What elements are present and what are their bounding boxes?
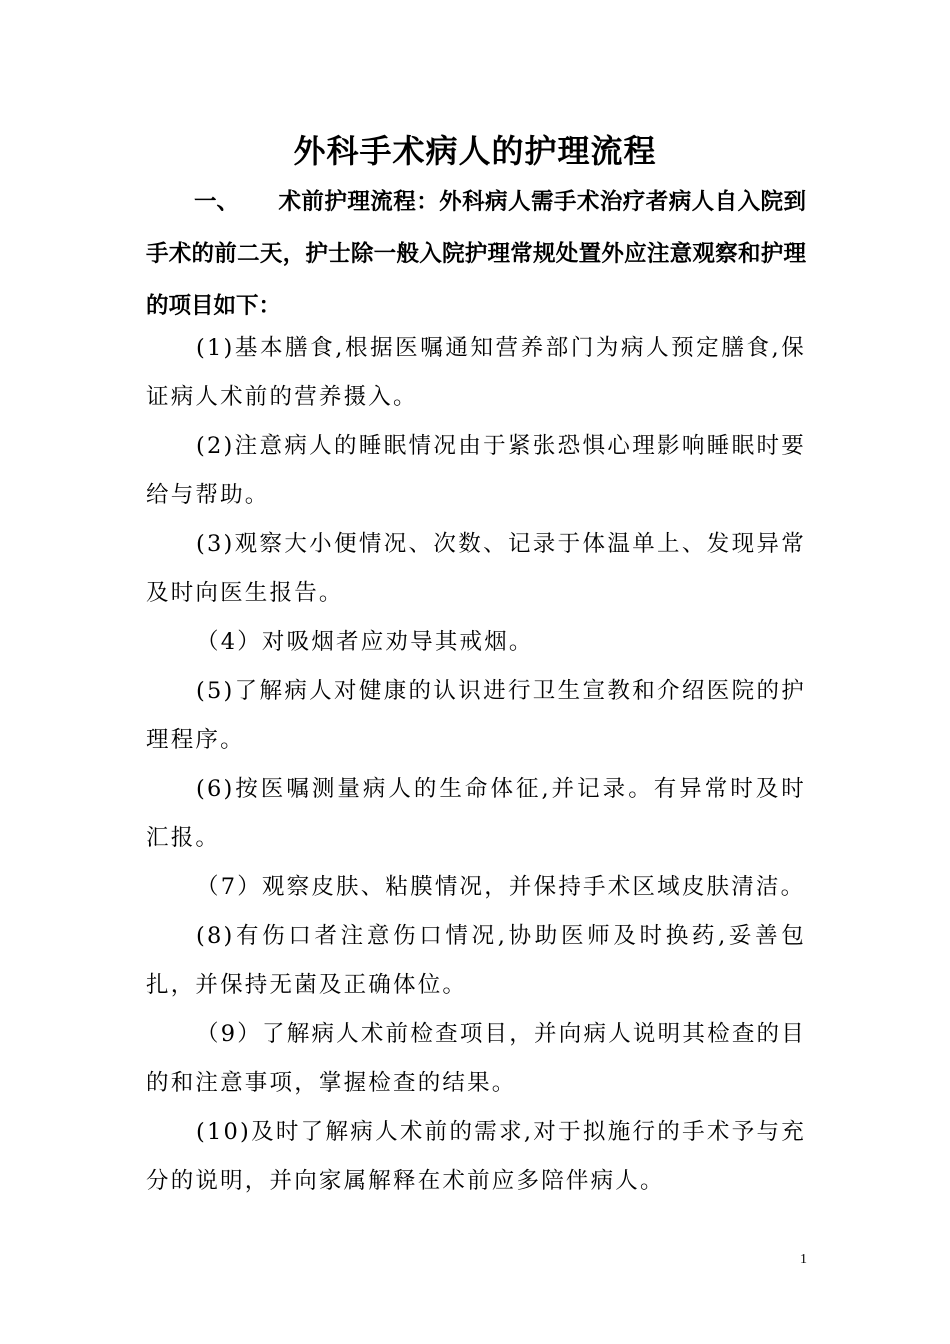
list-item: (2)注意病人的睡眠情况由于紧张恐惧心理影响睡眠时要给与帮助。 (146, 433, 806, 508)
list-item: (3)观察大小便情况、次数、记录于体温单上、发现异常及时向医生报告。 (146, 531, 806, 606)
page-number: 1 (800, 1252, 807, 1267)
section-text: 术前护理流程：外科病人需手术治疗者病人自入院到手术的前二天，护士除一般入院护理常规处置外应注意观察和护理的项目如下： (146, 189, 806, 319)
page-title: 外科手术病人的护理流程 (293, 132, 657, 170)
list-item: （7）观察皮肤、粘膜情况，并保持手术区域皮肤清洁。 (196, 874, 806, 900)
list-item: （4）对吸烟者应劝导其戒烟。 (196, 629, 534, 655)
list-item: (6)按医嘱测量病人的生命体征,并记录。有异常时及时汇报。 (146, 776, 806, 851)
list-item: （9）了解病人术前检查项目，并向病人说明其检查的目的和注意事项，掌握检查的结果。 (146, 1021, 806, 1096)
list-item: (5)了解病人对健康的认识进行卫生宣教和介绍医院的护理程序。 (146, 678, 806, 753)
list-item: (1)基本膳食,根据医嘱通知营养部门为病人预定膳食,保证病人术前的营养摄入。 (146, 335, 806, 410)
section-heading (146, 176, 806, 332)
list-item: (10)及时了解病人术前的需求,对于拟施行的手术予与充分的说明，并向家属解释在术前应多陪伴病人。 (146, 1119, 806, 1194)
list-item: (8)有伤口者注意伤口情况,协助医师及时换药,妥善包扎，并保持无菌及正确体位。 (146, 923, 806, 998)
item-list (146, 324, 806, 1206)
section-number: 一、 (194, 189, 240, 215)
